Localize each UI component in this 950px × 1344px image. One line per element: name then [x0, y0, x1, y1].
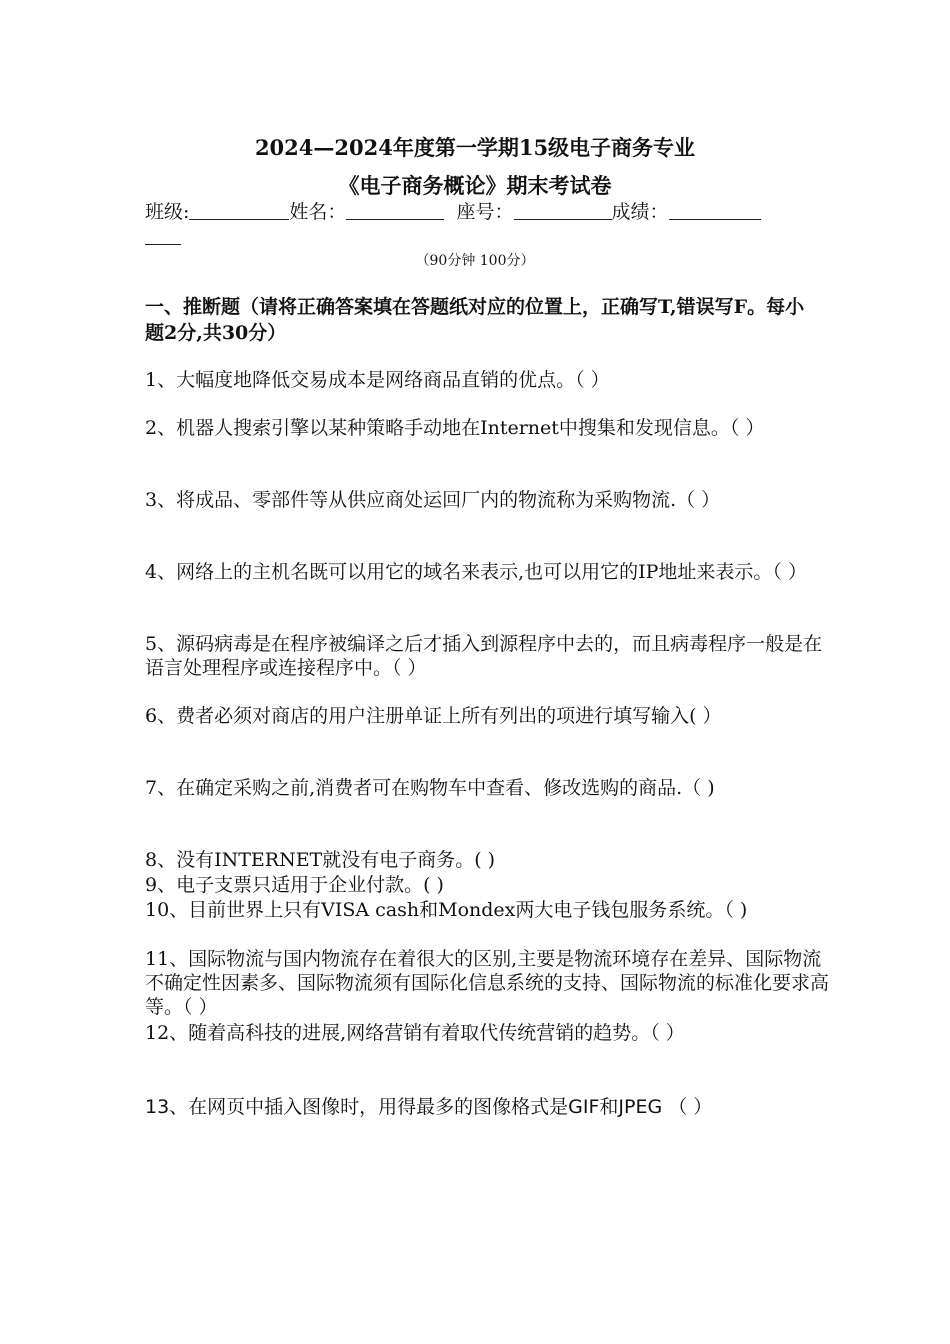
score-blank	[669, 201, 761, 220]
question-11: 11、国际物流与国内物流存在着很大的区别,主要是物流环境存在差异、国际物流不确定性因素多、国际物流须有国际化信息系统的支持、国际物流的标准化要求高等。（ ）	[145, 948, 830, 1018]
question-5: 5、源码病毒是在程序被编译之后才插入到源程序中去的，而且病毒程序一般是在语言处理程序或连接程序中。（ ）	[145, 633, 823, 679]
question-3: 3、将成品、零部件等从供应商处运回厂内的物流称为采购物流.（ ）	[145, 489, 721, 511]
class-blank	[189, 201, 289, 220]
question-8: 8、没有INTERNET就没有电子商务。( )	[145, 849, 496, 871]
seat-label: 座号：	[456, 201, 514, 223]
question-10: 10、目前世界上只有VISA cash和Mondex两大电子钱包服务系统。（ )	[145, 899, 748, 921]
name-label: 姓名：	[289, 201, 347, 223]
student-info-line	[145, 199, 810, 225]
question-13: 13、在网页中插入图像时，用得最多的图像格式是GIF和JPEG （ ）	[145, 1096, 713, 1118]
exam-title-line1: 2024—2024年度第一学期15级电子商务专业	[254, 135, 696, 160]
question-7: 7、在确定采购之前,消费者可在购物车中查看、修改选购的商品.（ )	[145, 777, 715, 799]
seat-blank	[514, 201, 612, 220]
section-heading: 一、推断题（请将正确答案填在答题纸对应的位置上，正确写T,错误写F。每小题2分,共30分）	[145, 296, 805, 344]
name-blank	[346, 201, 444, 220]
question-1: 1、大幅度地降低交易成本是网络商品直销的优点。（ ）	[145, 369, 610, 391]
exam-duration: （90分钟 100分）	[415, 253, 535, 269]
question-12: 12、随着高科技的进展,网络营销有着取代传统营销的趋势。（ ）	[145, 1022, 685, 1044]
exam-title-line2: 《电子商务概论》期末考试卷	[338, 173, 612, 198]
question-4: 4、网络上的主机名既可以用它的域名来表示,也可以用它的IP地址来表示。（ ）	[145, 561, 807, 583]
score-label: 成绩：	[611, 201, 669, 223]
question-2: 2、机器人搜索引擎以某种策略手动地在Internet中搜集和发现信息。（ ）	[145, 417, 765, 439]
question-9: 9、电子支票只适用于企业付款。( )	[145, 874, 444, 896]
score-blank-continued	[145, 226, 181, 245]
question-6: 6、费者必须对商店的用户注册单证上所有列出的项进行填写输入( ）	[145, 705, 722, 727]
class-label: 班级:	[145, 201, 190, 223]
